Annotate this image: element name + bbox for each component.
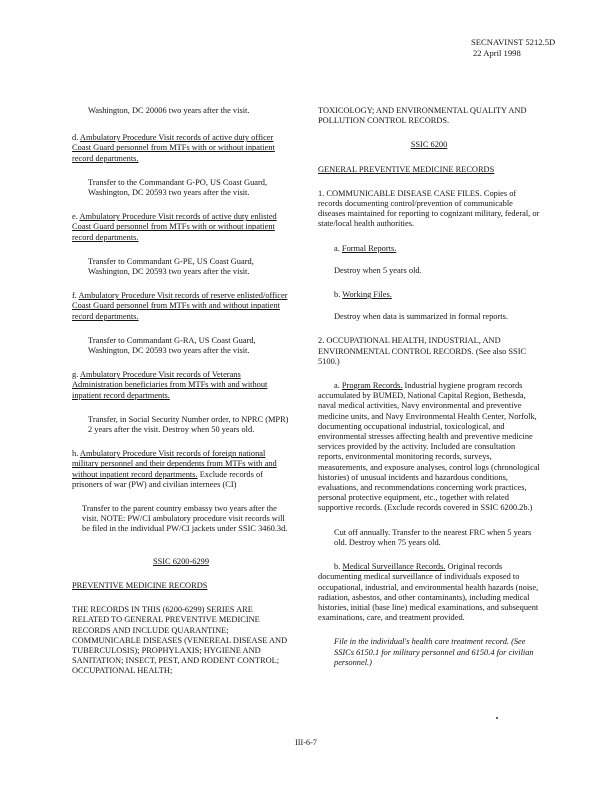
- item-h-exclusion: Exclude records of prisoners of war (PW) and civilian internees (CI): [72, 469, 263, 489]
- item-2b-title: Medical Surveillance Records.: [342, 562, 446, 572]
- item-1b: [318, 290, 540, 300]
- item-2a: [318, 381, 540, 514]
- item-1b-title: Working Files.: [342, 290, 392, 300]
- right-column: [318, 106, 540, 668]
- item-2b: [318, 562, 540, 623]
- item-2a-label: a.: [334, 381, 340, 391]
- item-f-title: Ambulatory Procedure Visit records of reserve enlisted/officer Coast Guard personnel from MTFs with and without inpatient record departments.: [72, 291, 288, 321]
- document-date: 22 April 1998: [473, 48, 521, 58]
- item-2b-label: b.: [334, 562, 341, 572]
- item-e-title: Ambulatory Procedure Visit records of active duty enlisted Coast Guard personnel from MTFs with or without inpatient record departments.: [72, 212, 277, 242]
- ssic-range-heading: SSIC 6200-6299: [152, 556, 210, 566]
- item-2a-body: Industrial hygiene program records accumulated by BUMED, National Capital Region, Bethesda, naval medical activities, Navy environmental and preventive medicine units, and Navy Environmental Health Center, Norfolk, documenting occupational industrial, toxicological, and environmental stresses affecting health and preventive medicine services provided by the activity. Included are consultation reports, environmental monitoring records, surveys, measurements, and exposure analyses, control logs (chronological histories) of unusual incidents and hazardous conditions, evaluations, and recommendations concerning work practices, personal protective equipment, etc., together with related supportive records. (Exclude records covered in SSIC 6200.2b.): [318, 381, 540, 513]
- continuation-caps: TOXICOLOGY; AND ENVIRONMENTAL QUALITY AND POLLUTION CONTROL RECORDS.: [318, 106, 527, 126]
- scan-speck: [496, 717, 498, 719]
- item-e: [72, 212, 290, 243]
- item-g-title: Ambulatory Procedure Visit records of Veterans Administration beneficiaries from MTFs with and without inpatient record departments.: [72, 370, 268, 400]
- item-d: [72, 133, 290, 164]
- page-number: III-6-7: [295, 738, 317, 747]
- left-column: [72, 106, 290, 677]
- item-1a-disposition: Destroy when 5 years old.: [334, 265, 422, 275]
- continuation-text: Washington, DC 20006 two years after the visit.: [88, 106, 250, 115]
- item-e-label: e.: [72, 212, 78, 222]
- item-1a-label: a.: [334, 243, 340, 253]
- item-2: 2. OCCUPATIONAL HEALTH, INDUSTRIAL, AND ENVIRONMENTAL CONTROL RECORDS. (See also SSIC 5100.): [318, 336, 527, 366]
- item-h-label: h.: [72, 449, 79, 459]
- item-1: 1. COMMUNICABLE DISEASE CASE FILES. Copies of records documenting control/prevention of communicable diseases maintained for reporting to cognizant military, federal, or state/local health authorities.: [318, 188, 540, 229]
- item-1b-disposition: Destroy when data is summarized in formal reports.: [334, 312, 508, 322]
- item-g-label: g.: [72, 370, 79, 380]
- ssic-heading: SSIC 6200: [410, 140, 448, 150]
- item-f: [72, 291, 290, 322]
- item-h-disposition: Transfer to the parent country embassy two years after the visit. NOTE: PW/CI ambulatory procedure visit records will be filed in the individual PW/CI jackets under SSIC 3460.3d.: [82, 504, 288, 534]
- item-1a: [318, 244, 540, 254]
- item-2a-title: Program Records.: [341, 381, 403, 391]
- item-f-disposition: Transfer to Commandant G-RA, US Coast Guard, Washington, DC 20593 two years after the visit.: [88, 335, 256, 356]
- document-header: [471, 37, 555, 59]
- item-2a-disposition: Cut off annually. Transfer to the nearest FRC when 5 years old. Destroy when 75 years old.: [334, 527, 532, 547]
- item-f-label: f.: [72, 291, 77, 301]
- document-id: SECNAVINST 5212.5D: [471, 37, 556, 47]
- item-d-label: d.: [72, 133, 79, 143]
- item-2b-body: Original records documenting medical surveillance of individuals exposed to occupational, industrial, and environmental health hazards (noise, radiation, asbestos, and other contaminants), including medical histories, initial (base line) medical examinations, and subsequent examinations, care, and treatment provided.: [318, 562, 539, 623]
- item-1a-title: Formal Reports.: [341, 243, 397, 253]
- section-title: PREVENTIVE MEDICINE RECORDS: [72, 580, 208, 590]
- item-2b-disposition: File in the individual's health care treatment record. (See SSICs 6150.1 for military personnel and 6150.4 for civilian personnel.): [334, 637, 534, 667]
- item-g: [72, 370, 290, 401]
- item-g-disposition: Transfer, in Social Security Number order, to NPRC (MPR) 2 years after the visit. Destroy when 50 years old.: [88, 414, 289, 435]
- item-d-disposition: Transfer to the Commandant G-PO, US Coast Guard, Washington, DC 20593 two years after the visit.: [88, 177, 268, 198]
- series-intro: THE RECORDS IN THIS (6200-6299) SERIES ARE RELATED TO GENERAL PREVENTIVE MEDICINE RECORDS AND INCLUDE QUARANTINE; COMMUNICABLE DISEASES (VENEREAL DISEASE AND TUBERCULOSIS); PROPHYLAXIS; HYGIENE AND SANITATION; INSECT, PEST, AND RODENT CONTROL; OCCUPATIONAL HEALTH;: [72, 605, 288, 676]
- item-h-title: Ambulatory Procedure Visit records of foreign national military personnel and their dependents from MTFs with and without inpatient record departments.: [72, 449, 277, 479]
- item-1b-label: b.: [334, 290, 341, 300]
- general-heading: GENERAL PREVENTIVE MEDICINE RECORDS: [318, 164, 495, 174]
- item-h: [72, 449, 290, 490]
- item-d-title: Ambulatory Procedure Visit records of active duty officer Coast Guard personnel from MTFs with or without inpatient record departments.: [72, 133, 275, 163]
- item-e-disposition: Transfer to Commandant G-PE, US Coast Guard, Washington, DC 20593 two years after the visit.: [88, 256, 254, 277]
